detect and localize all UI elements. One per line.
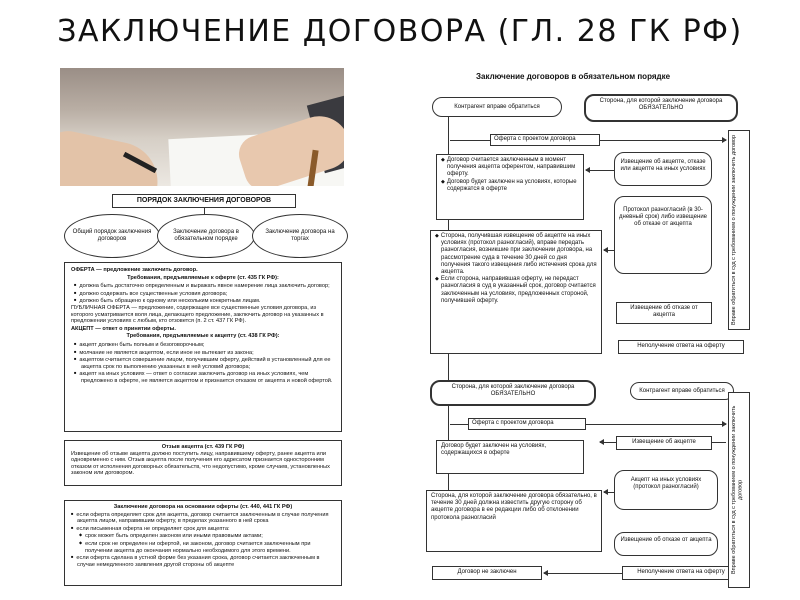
top-disagreement-box: Протокол разногласий (в 30-дневный срок) либо извещение об отказе от акцепта	[614, 196, 712, 274]
offer-definition: ОФЕРТА — предложение заключить договор.	[71, 267, 198, 273]
bottom-refusal-box: Извещение об отказе от акцепта	[614, 532, 718, 556]
accept-requirement: ■ акцепт на иных условиях — ответ о согласии заключить договор на иных условиях, чем предложено в оферте, не является акцептом и признается отказом от акцепта и новой офертой.	[81, 370, 335, 384]
bottom-note-box: Договор будет заключен на условиях, содержащихся в оферте	[436, 440, 584, 474]
bottom-acceptance-label: Извещение об акцепте	[616, 436, 712, 450]
bottom-dispute-box: Сторона, для которой заключение договора обязательно, в течение 30 дней должна известить другую сторону об акцепте договора в ее редакции либо об отклонении протокола разногласий	[426, 490, 602, 552]
offer-requirement: ■ должно содержать все существенные условия договора;	[81, 290, 335, 298]
type-general: Общий порядок заключения договоров	[64, 214, 160, 258]
top-notes-box	[436, 154, 584, 220]
offer-requirement: ■ должно быть обращено к одному или нескольким конкретным лицам.	[81, 297, 335, 305]
mandatory-scheme-title: Заключение договоров в обязательном порядке	[476, 72, 671, 81]
bottom-offer-label: Оферта с проектом договора	[468, 418, 586, 430]
top-note: ◆ Договор будет заключен на условиях, которые содержатся в оферте	[447, 179, 579, 193]
accept-requirement: ■ молчание не является акцептом, если иное не вытекает из закона;	[81, 349, 335, 357]
bottom-accept-terms: Акцепт на иных условиях (протокол разногласий)	[614, 470, 718, 510]
accept-requirement: ■ акцептом считается совершение лицом, получившим оферту, действий в установленный для ее акцепта срок по выполнению указанных в ней условий договора;	[81, 356, 335, 370]
top-offer-label: Оферта с проектом договора	[490, 134, 600, 146]
signing-photo	[60, 68, 344, 186]
top-notice-box: Извещение об акцепте, отказе или акцепте на иных условиях	[614, 152, 712, 186]
public-offer: ПУБЛИЧНАЯ ОФЕРТА — предложение, содержащее все существенные условия договора, из которого усматривается воля лица, делающего предложение, заключить договор на указанных в предложении условиях с любым, кто отзовется (п. 2 ст. 437 ГК РФ).	[71, 304, 324, 325]
offer-term-box	[64, 500, 342, 586]
top-dispute-note: ◆ Сторона, получившая извещение об акцепте на иных условиях (протокол разногласий), вправе передать разногласия, возникшие при заключении договора, на рассмотрение суда в течение 30 дней со дня получения такого извещения либо истечения срока для акцепта.	[441, 233, 597, 276]
bottom-obliged-party: Сторона, для которой заключение договора ОБЯЗАТЕЛЬНО	[430, 380, 596, 406]
offer-term-title: Заключение договора на основании оферты (ст. 440, 441 ГК РФ)	[113, 504, 293, 510]
bottom-court-claim: Вправе обратиться в суд с требованием о понуждении заключить договор	[728, 392, 750, 588]
offer-term-subitem: ◆ срок может быть определен законом или иными правовыми актами;	[77, 532, 335, 540]
offer-term-item: ■ если письменная оферта не определяет срок для акцепта:	[77, 525, 335, 533]
top-no-answer-box: Неполучение ответа на оферту	[618, 340, 744, 354]
type-mandatory: Заключение договора в обязательном порядке	[157, 214, 255, 258]
offer-term-item: ■ если оферта сделана в устной форме без указания срока, договор считается заключенным в случае немедленного заявления другой стороны об акцепте	[77, 554, 335, 568]
slide-title: ЗАКЛЮЧЕНИЕ ДОГОВОРА (ГЛ. 28 ГК РФ)	[57, 14, 743, 49]
top-court-claim: Вправе обратиться в суд с требованием о понуждении заключить договор	[728, 130, 750, 330]
top-refusal-box: Извещение об отказе от акцепта	[616, 302, 712, 324]
bottom-no-answer-box: Неполучение ответа на оферту	[622, 566, 740, 580]
top-dispute-box	[430, 230, 602, 354]
accept-requirement: ■ акцепт должен быть полным и безоговорочным;	[81, 341, 335, 349]
accept-requirements-title: Требования, предъявляемые к акцепту (ст. 438 ГК РФ):	[126, 333, 280, 340]
top-note: ◆ Договор считается заключенным в момент получения акцепта оферентом, направившим оферту.	[447, 157, 579, 179]
bottom-not-concluded: Договор не заключен	[432, 566, 542, 580]
offer-acceptance-box	[64, 262, 342, 432]
top-initiator: Контрагент вправе обратиться	[432, 97, 562, 117]
type-auction: Заключение договора на торгах	[252, 214, 348, 258]
offer-term-item: ■ если оферта определяет срок для акцепта, договор считается заключенным в случае получения акцепта лицом, направившим оферту, в пределах указанного в ней срока	[77, 511, 335, 525]
top-dispute-note: ◆ Если сторона, направившая оферту, не передаст разногласия в суд в указанный срок, договор считается заключенным на условиях, предложенных стороной, получившей оферту.	[441, 276, 597, 305]
revoke-text: Извещение об отзыве акцепта должно поступить лицу, направившему оферту, ранее акцепта или одновременно с ним. Отзыв акцепта после получения его адресатом признается односторонним отказом от исполнения договорных обязательств, что недопустимо, кроме случаев, установленных законом или договором.	[71, 450, 330, 477]
offer-requirement: ■ должна быть достаточно определенным и выражать явное намерение лица заключить договор;	[81, 282, 335, 290]
offer-requirements-title: Требования, предъявляемые к оферте (ст. 435 ГК РФ):	[127, 274, 279, 281]
top-obliged-party: Сторона, для которой заключение договора ОБЯЗАТЕЛЬНО	[584, 94, 738, 122]
bottom-other-party: Контрагент вправе обратиться	[630, 382, 734, 400]
order-heading: ПОРЯДОК ЗАКЛЮЧЕНИЯ ДОГОВОРОВ	[112, 194, 296, 208]
offer-term-subitem: ◆ если срок не определен ни офертой, ни законом, договор считается заключенным при получении акцепта до окончания нормально необходимого для этого времени.	[77, 540, 335, 554]
accept-definition: АКЦЕПТ — ответ о принятии оферты.	[71, 325, 176, 332]
revoke-title: Отзыв акцепта (ст. 439 ГК РФ)	[161, 444, 245, 450]
revoke-acceptance-box	[64, 440, 342, 486]
